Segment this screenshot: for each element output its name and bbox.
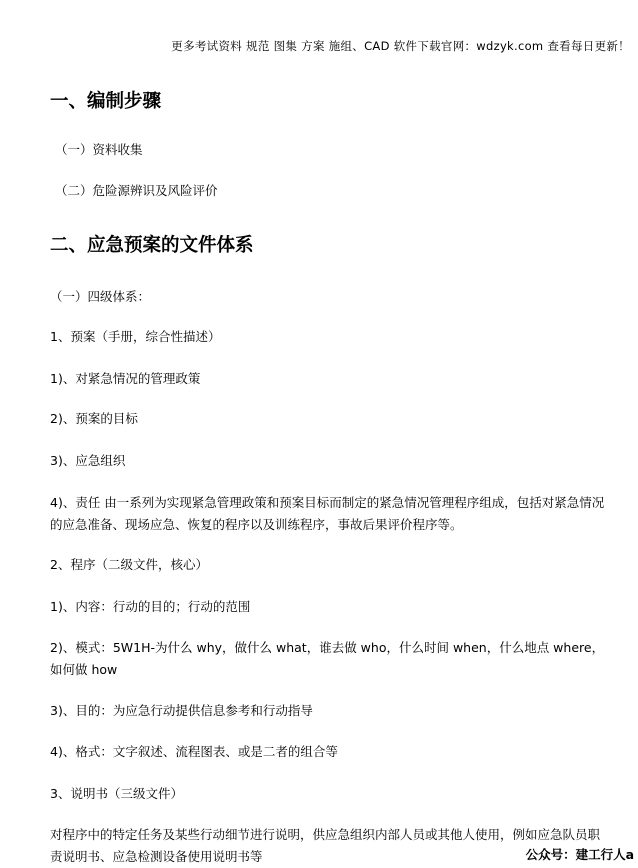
section-1-item-2: （二）危险源辨识及风险评价 [55,183,218,198]
paragraph: 3、说明书（三级文件） [50,786,183,801]
paragraph: 对程序中的特定任务及某些行动细节进行说明，供应急组织内部人员或其他人使用，例如应急队员职责说明书、应急检测设备使用说明书等 [50,827,601,864]
paragraph: 2)、预案的目标 [50,411,138,426]
paragraph: 2)、模式：5W1H-为什么 why，做什么 what，谁去做 who，什么时间 when，什么地点 where，如何做 how [50,640,605,677]
page-header: 更多考试资料 规范 图集 方案 施组、CAD 软件下载官网：wdzyk.com 查看每日更新！ [171,39,630,53]
paragraph: 4)、责任 由一系列为实现紧急管理政策和预案目标而制定的紧急情况管理程序组成，包括对紧急情况的应急准备、现场应急、恢复的程序以及训练程序，事故后果评价程序等。 [50,495,605,532]
paragraph: 3)、应急组织 [50,453,126,468]
section-title-2: 二、应急预案的文件体系 [50,235,254,256]
paragraph: 4)、格式：文字叙述、流程图表、或是二者的组合等 [50,744,338,759]
paragraph: 1)、对紧急情况的管理政策 [50,371,201,386]
footer-watermark: 公众号：建工行人a [525,847,634,862]
paragraph: 1、预案（手册，综合性描述） [50,329,221,344]
paragraph: 3)、目的：为应急行动提供信息参考和行动指导 [50,703,313,718]
paragraph: （一）四级体系： [50,289,151,304]
paragraph: 1)、内容：行动的目的；行动的范围 [50,599,251,614]
paragraph: 2、程序（二级文件，核心） [50,557,208,572]
section-1-item-1: （一）资料收集 [55,142,143,157]
section-title-1: 一、编制步骤 [50,91,162,112]
